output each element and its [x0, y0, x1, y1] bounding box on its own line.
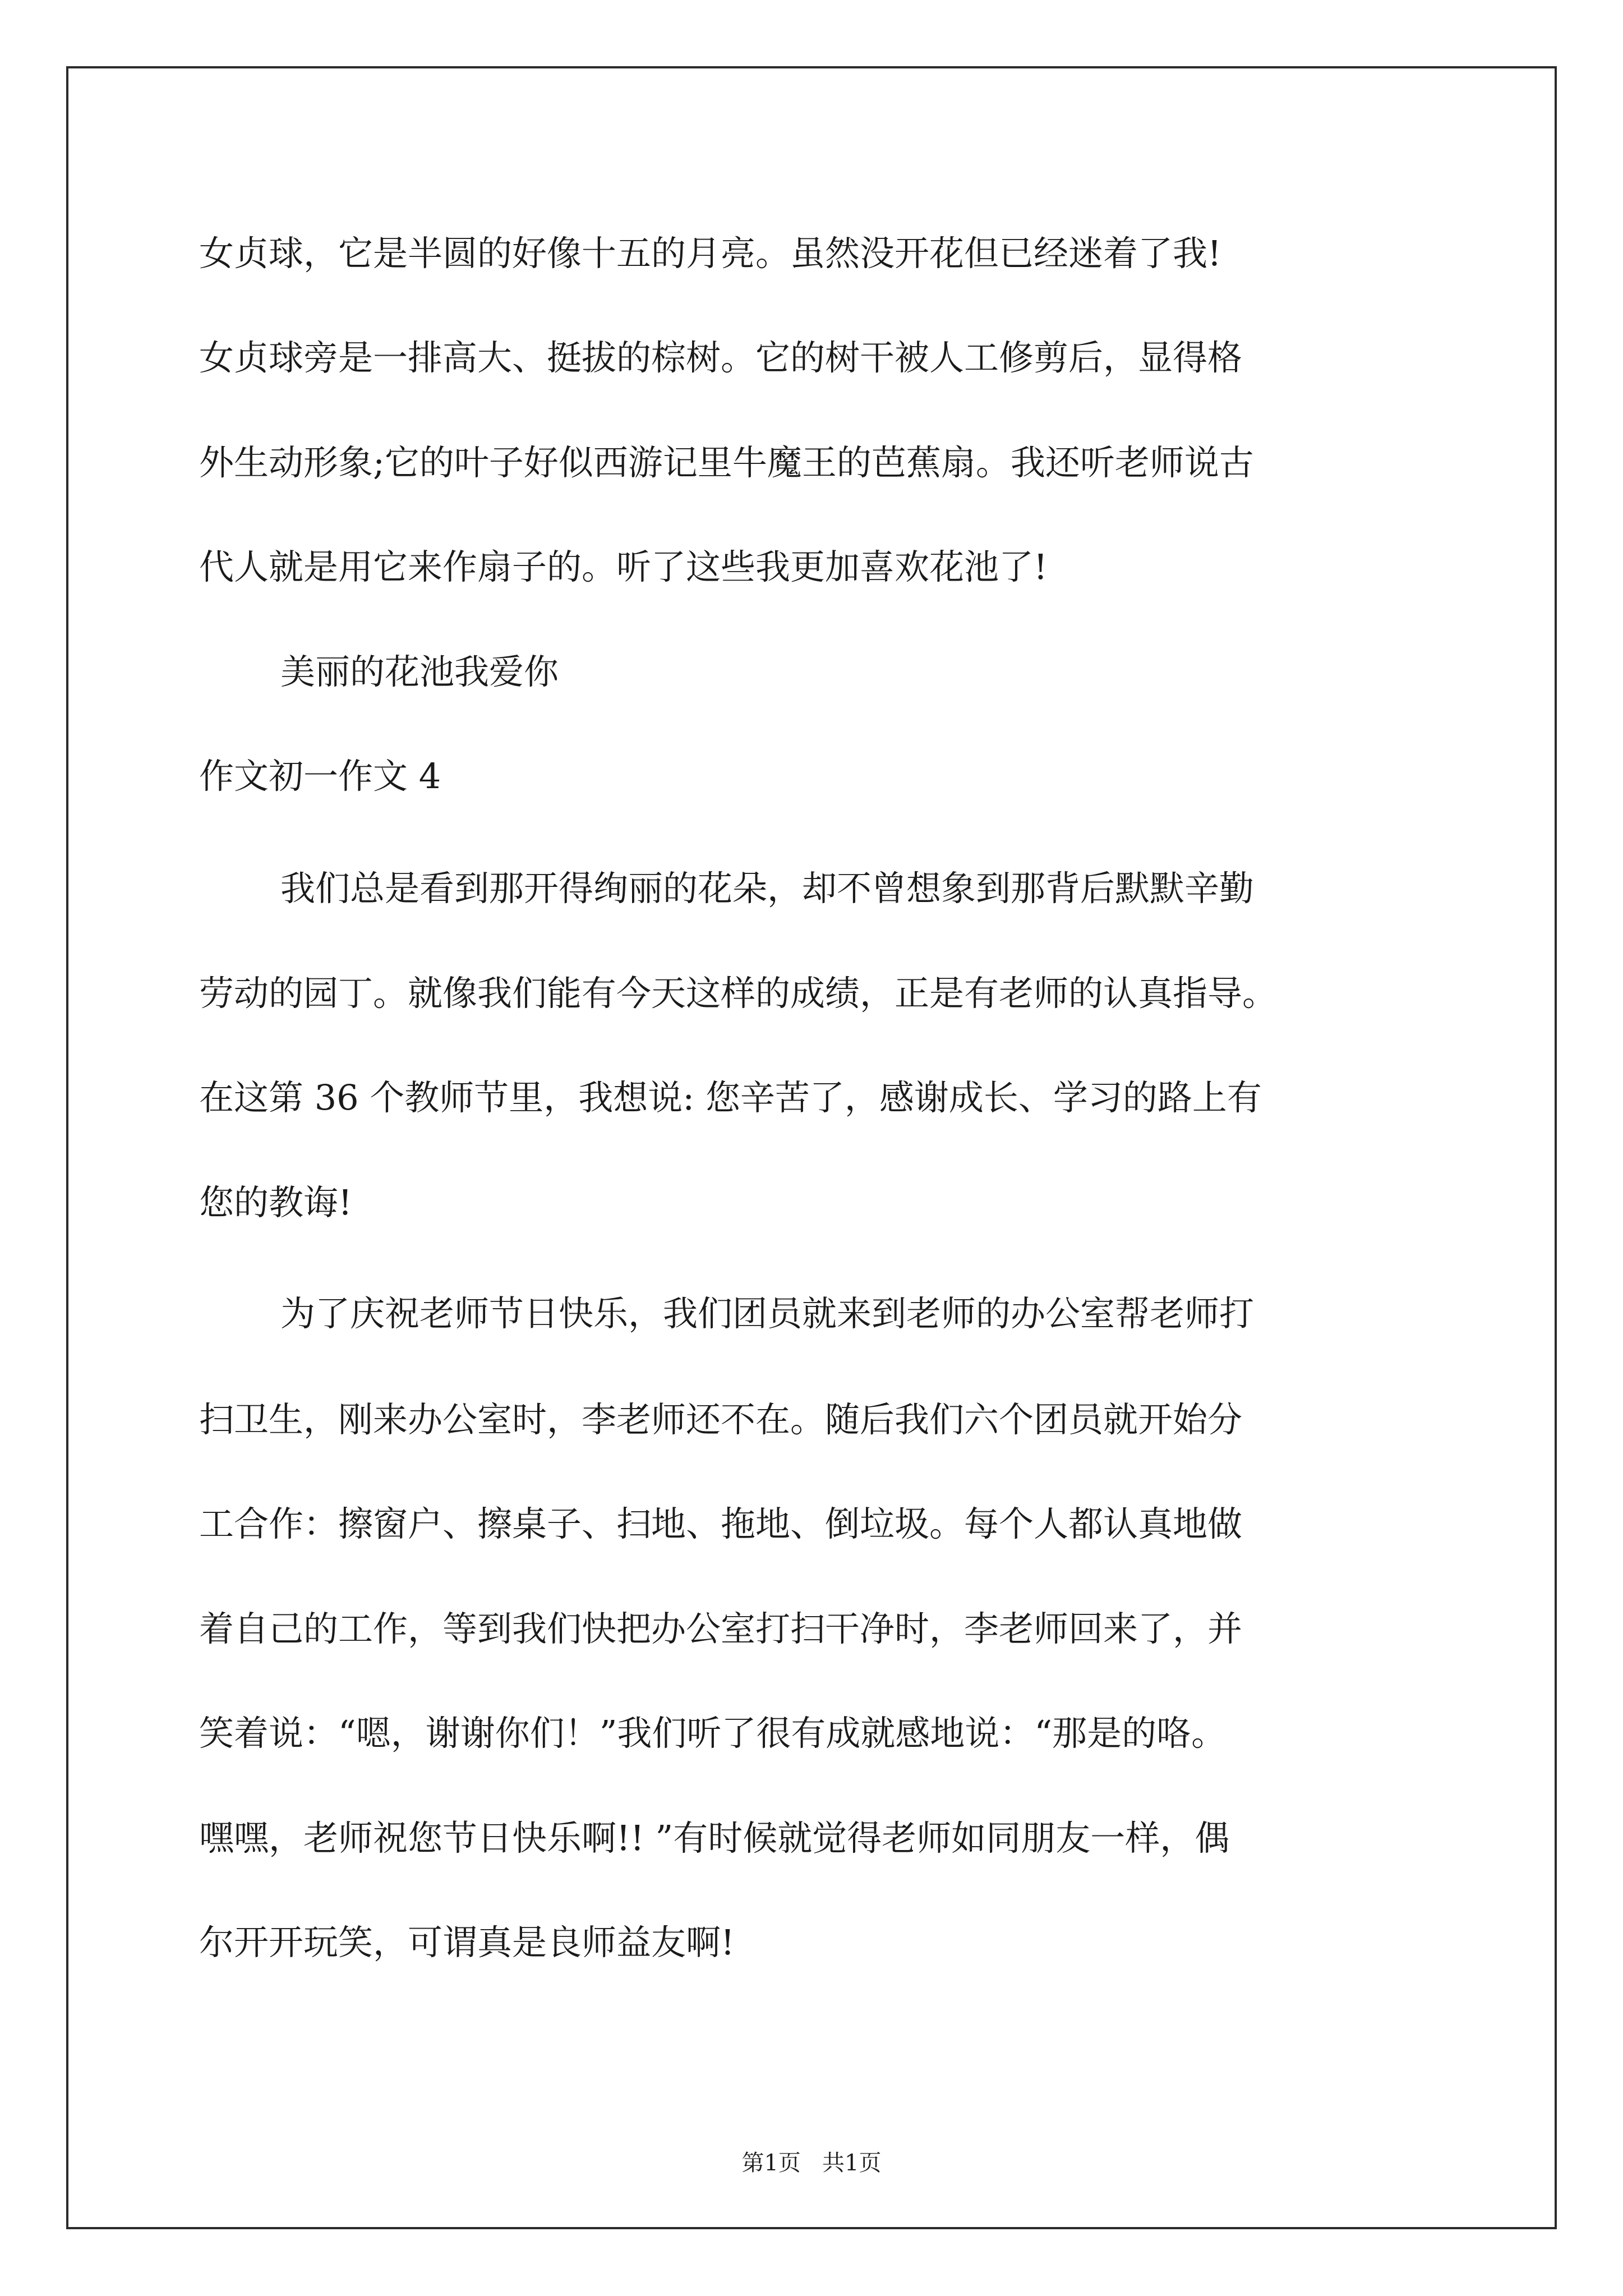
text-line: 女贞球，它是半圆的好像十五的月亮。虽然没开花但已经迷着了我!	[199, 233, 1221, 274]
text-line: 女贞球旁是一排高大、挺拔的棕树。它的树干被人工修剪后，显得格	[199, 337, 1243, 378]
text-line: 您的教诲!	[199, 1182, 352, 1223]
text-line: 劳动的园丁。就像我们能有今天这样的成绩，正是有老师的认真指导。	[199, 973, 1278, 1014]
page-border	[66, 66, 1557, 2229]
text-line: 在这第 36 个教师节里，我想说: 您辛苦了，感谢成长、学习的路上有	[199, 1077, 1262, 1118]
text-line: 我们总是看到那开得绚丽的花朵，却不曾想象到那背后默默辛勤	[280, 868, 1255, 909]
text-line: 扫卫生，刚来办公室时，李老师还不在。随后我们六个团员就开始分	[199, 1399, 1243, 1440]
text-line: 着自己的工作，等到我们快把办公室打扫干净时，李老师回来了，并	[199, 1608, 1243, 1649]
text-line: 嘿嘿，老师祝您节日快乐啊!! ”有时候就觉得老师如同朋友一样，偶	[199, 1818, 1230, 1858]
text-line: 美丽的花池我爱你	[280, 651, 559, 692]
text-line: 笑着说：“嗯，谢谢你们！”我们听了很有成就感地说：“那是的咯。	[199, 1713, 1227, 1754]
text-line: 外生动形象;它的叶子好似西游记里牛魔王的芭蕉扇。我还听老师说古	[199, 442, 1254, 483]
text-line: 尔开开玩笑，可谓真是良师益友啊!	[199, 1922, 735, 1963]
section-heading: 作文初一作文 4	[199, 756, 441, 797]
text-line: 工合作：擦窗户、擦桌子、扫地、拖地、倒垃圾。每个人都认真地做	[199, 1503, 1243, 1544]
text-line: 为了庆祝老师节日快乐，我们团员就来到老师的办公室帮老师打	[280, 1293, 1255, 1334]
text-line: 代人就是用它来作扇子的。听了这些我更加喜欢花池了!	[199, 546, 1048, 587]
page-footer: 第1页 共1页	[741, 2150, 882, 2176]
